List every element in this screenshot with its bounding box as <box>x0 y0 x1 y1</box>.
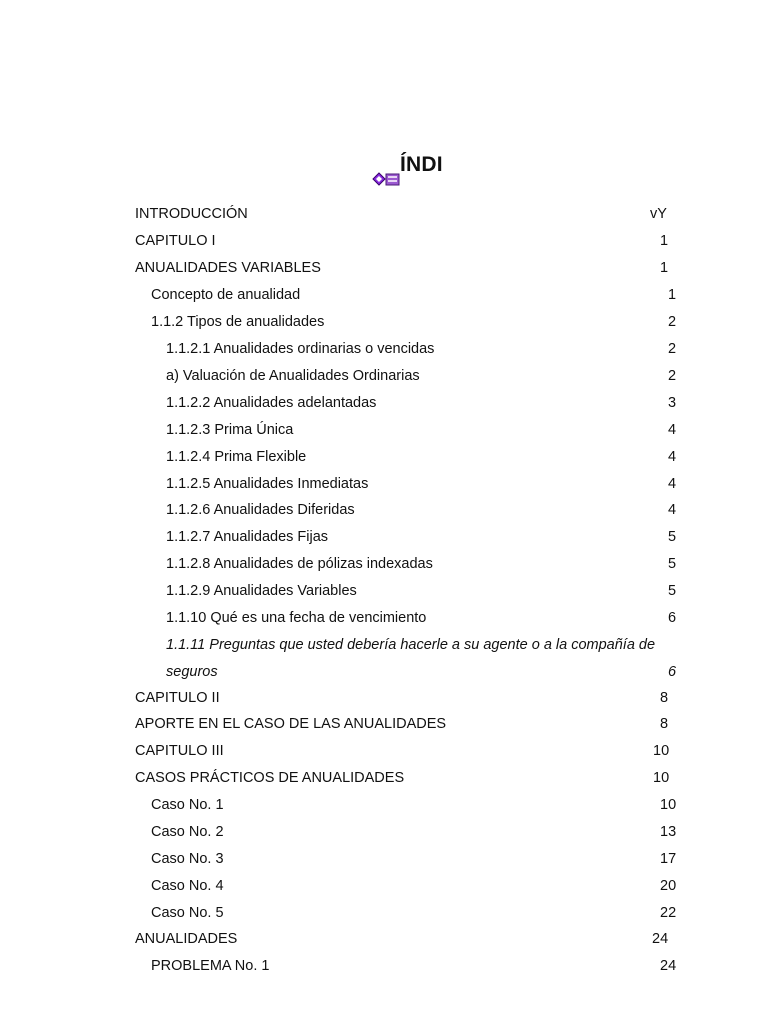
toc-entry-title: Caso No. 4 <box>151 878 224 894</box>
toc-entry-page-number: 10 <box>653 770 670 786</box>
toc-entry-page-number: 17 <box>660 851 677 867</box>
toc-entry-title: 1.1.11 Preguntas que usted debería hacerle a su agente o a la compañía de <box>166 637 656 653</box>
toc-entry-page-number: 3 <box>668 395 677 411</box>
toc-entry-page-number: 4 <box>668 502 677 518</box>
toc-entry-page-number: 8 <box>660 690 669 706</box>
toc-entry[interactable] <box>166 527 680 547</box>
toc-entry-page-number: 20 <box>660 878 677 894</box>
toc-entry-title: Caso No. 5 <box>151 905 224 921</box>
toc-entry[interactable] <box>166 420 680 440</box>
toc-entry[interactable] <box>151 312 680 332</box>
toc-entry[interactable] <box>135 204 680 224</box>
toc-entry-title: ANUALIDADES <box>135 931 238 947</box>
toc-entry[interactable] <box>135 714 680 734</box>
toc-entry-title: CAPITULO II <box>135 690 220 706</box>
toc-entry-title: CAPITULO I <box>135 233 216 249</box>
toc-entry[interactable] <box>135 258 680 278</box>
toc-entry-title: CAPITULO III <box>135 743 224 759</box>
toc-entry[interactable] <box>166 500 680 520</box>
toc-entry[interactable] <box>166 581 680 601</box>
toc-entry-title: APORTE EN EL CASO DE LAS ANUALIDADES <box>135 716 447 732</box>
toc-entry-title: 1.1.2.8 Anualidades de pólizas indexadas <box>166 556 433 572</box>
toc-entry-page-number: 4 <box>668 449 677 465</box>
toc-entry-title: 1.1.2.1 Anualidades ordinarias o vencidas <box>166 341 435 357</box>
toc-entry-title: 1.1.2.7 Anualidades Fijas <box>166 529 329 545</box>
toc-entry-title: ANUALIDADES VARIABLES <box>135 260 321 276</box>
toc-entry[interactable] <box>151 285 680 305</box>
toc-entry-page-number: 6 <box>668 664 677 680</box>
toc-entry[interactable] <box>166 474 680 494</box>
toc-entry-page-number: 24 <box>660 958 677 974</box>
toc-entry-page-number: 6 <box>668 610 677 626</box>
toc-entry-title: 1.1.10 Qué es una fecha de vencimiento <box>166 610 427 626</box>
toc-entry[interactable] <box>151 956 680 976</box>
toc-entry-page-number: 5 <box>668 556 677 572</box>
toc-entry[interactable] <box>166 554 680 574</box>
toc-entry[interactable] <box>166 393 680 413</box>
toc-entry-page-number: 5 <box>668 529 677 545</box>
toc-entry-page-number: 4 <box>668 476 677 492</box>
toc-entry-title: INTRODUCCIÓN <box>135 206 248 222</box>
toc-entry[interactable] <box>135 231 680 251</box>
toc-entry-page-number: 1 <box>668 287 677 303</box>
toc-entry-page-number: 10 <box>660 797 677 813</box>
toc-entry[interactable] <box>151 876 680 896</box>
toc-entry[interactable] <box>135 688 680 708</box>
toc-entry-title: 1.1.2.3 Prima Única <box>166 422 294 438</box>
toc-entry[interactable] <box>166 339 680 359</box>
toc-entry-title: 1.1.2.9 Anualidades Variables <box>166 583 357 599</box>
toc-entry[interactable] <box>151 903 680 923</box>
toc-entry[interactable] <box>151 849 680 869</box>
toc-entry-page-number: 10 <box>653 743 670 759</box>
toc-entry-title: a) Valuación de Anualidades Ordinarias <box>166 368 420 384</box>
toc-entry-title: Caso No. 2 <box>151 824 224 840</box>
toc-entry-title: seguros <box>166 664 218 680</box>
toc-entry-page-number: 5 <box>668 583 677 599</box>
toc-entry-title: 1.1.2.6 Anualidades Diferidas <box>166 502 355 518</box>
toc-entry-page-number: 1 <box>660 260 669 276</box>
toc-entry[interactable] <box>151 795 680 815</box>
toc-entry[interactable] <box>135 741 680 761</box>
toc-entry[interactable] <box>166 447 680 467</box>
toc-entry[interactable] <box>166 662 680 682</box>
toc-entry-title: 1.1.2.5 Anualidades Inmediatas <box>166 476 369 492</box>
toc-entry-page-number: 2 <box>668 341 677 357</box>
toc-entry-title: 1.1.2 Tipos de anualidades <box>151 314 325 330</box>
toc-entry[interactable] <box>151 822 680 842</box>
toc-entry-page-number: 2 <box>668 368 677 384</box>
toc-entry-page-number: 4 <box>668 422 677 438</box>
toc-entry[interactable] <box>135 768 680 788</box>
toc-entry-page-number: vY <box>650 206 667 222</box>
toc-entry-page-number: 24 <box>652 931 669 947</box>
toc-entry-page-number: 8 <box>660 716 669 732</box>
toc-entry-title: CASOS PRÁCTICOS DE ANUALIDADES <box>135 770 405 786</box>
toc-entry-title: Concepto de anualidad <box>151 287 301 303</box>
toc-entry-title: Caso No. 1 <box>151 797 224 813</box>
toc-entry[interactable] <box>166 608 680 628</box>
toc-entry-page-number: 2 <box>668 314 677 330</box>
toc-entry-page-number: 1 <box>660 233 669 249</box>
toc-entry-title: PROBLEMA No. 1 <box>151 958 270 974</box>
toc-entry-page-number: 13 <box>660 824 677 840</box>
toc-entry[interactable] <box>135 929 680 949</box>
toc-entry-title: 1.1.2.2 Anualidades adelantadas <box>166 395 377 411</box>
toc-entry-title: 1.1.2.4 Prima Flexible <box>166 449 307 465</box>
toc-entry-title: Caso No. 3 <box>151 851 224 867</box>
toc-entry-page-number: 22 <box>660 905 677 921</box>
toc-entry[interactable] <box>166 366 680 386</box>
page-title: ÍNDI <box>400 153 443 176</box>
toc-entry[interactable] <box>166 635 680 655</box>
